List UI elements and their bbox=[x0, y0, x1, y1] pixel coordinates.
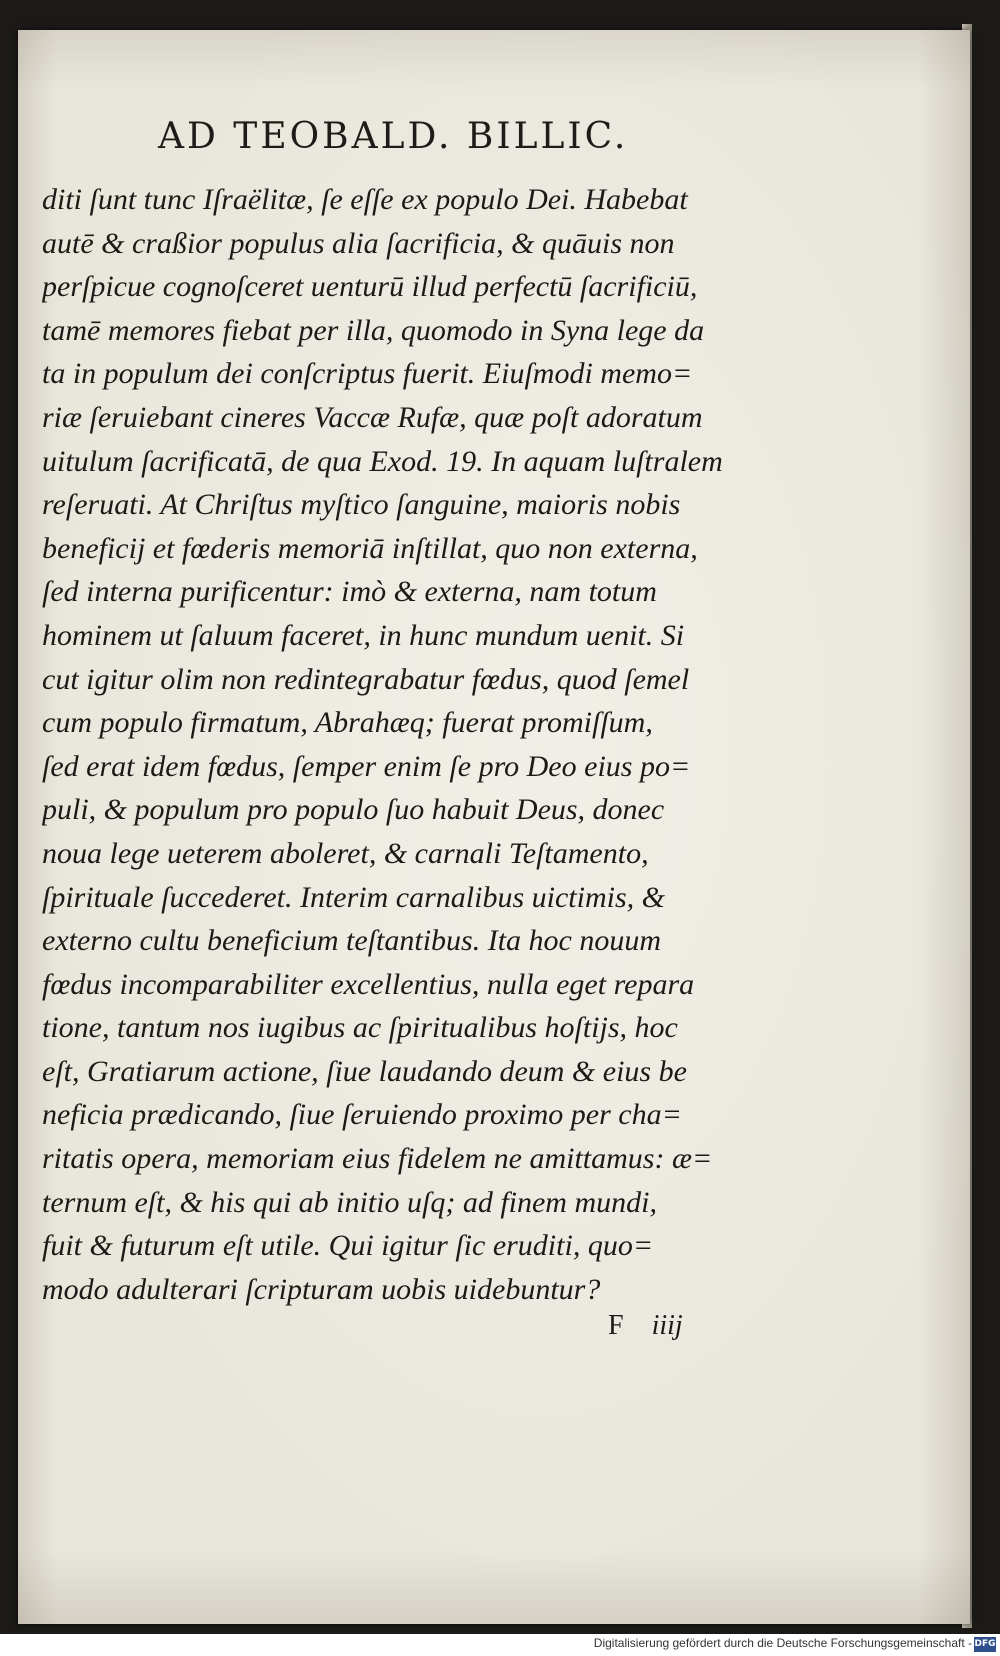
text-line: autē & craßior populus alia ſacrificia, & quāuis non bbox=[42, 226, 675, 260]
text-line: cum populo firmatum, Abrahæq; fuerat promiſſum, bbox=[42, 706, 653, 740]
text-line: beneficij et fœderis memoriā inſtillat, quo non externa, bbox=[42, 531, 698, 565]
text-line: ſpirituale ſuccederet. Interim carnalibus uictimis, & bbox=[42, 880, 665, 914]
text-line: hominem ut ſaluum faceret, in hunc mundum uenit. Si bbox=[42, 618, 685, 652]
text-line: ta in populum dei conſcriptus fuerit. Eiuſmodi memo= bbox=[42, 357, 693, 391]
signature-letter: F bbox=[608, 1310, 624, 1341]
text-line: externo cultu beneficium teſtantibus. Ita hoc nouum bbox=[42, 924, 662, 958]
funding-credit: Digitalisierung gefördert durch die Deutsche Forschungsgemeinschaft - bbox=[593, 1636, 972, 1650]
signature-mark bbox=[608, 1310, 683, 1342]
text-line: eſt, Gratiarum actione, ſiue laudando deum & eius be bbox=[42, 1054, 687, 1088]
dfg-logo-icon: DFG bbox=[974, 1637, 996, 1652]
text-line: diti ſunt tunc Iſraëlitæ, ſe eſſe ex populo Dei. Habebat bbox=[42, 183, 688, 216]
text-line: uitulum ſacrificatā, de qua Exod. 19. In aquam luſtralem bbox=[42, 444, 723, 478]
text-line: fuit & futurum eſt utile. Qui igitur ſic eruditi, quo= bbox=[42, 1229, 654, 1263]
text-line: noua lege ueterem aboleret, & carnali Teſtamento, bbox=[42, 836, 649, 870]
text-line: ſed interna purificentur: imò & externa, nam totum bbox=[42, 575, 657, 609]
text-line: ſed erat idem fœdus, ſemper enim ſe pro Deo eius po= bbox=[42, 749, 691, 783]
running-head: AD TEOBALD. BILLIC. bbox=[158, 116, 629, 157]
text-line: ternum eſt, & his qui ab initio uſq; ad finem mundi, bbox=[42, 1185, 657, 1219]
text-line: tamē memores fiebat per illa, quomodo in Syna lege da bbox=[42, 313, 705, 347]
text-line: fœdus incomparabiliter excellentius, nulla eget repara bbox=[42, 967, 695, 1001]
text-line: reſeruati. At Chriſtus myſtico ſanguine, maioris nobis bbox=[42, 488, 681, 522]
text-line: neficia prædicando, ſiue ſeruiendo proximo per cha= bbox=[42, 1098, 682, 1132]
text-line: cut igitur olim non redintegrabatur fœdus, quod ſemel bbox=[42, 662, 690, 696]
digitization-footer bbox=[0, 1634, 1000, 1656]
page-body-text bbox=[42, 178, 742, 1311]
text-line: modo adulterari ſcripturam uobis uidebuntur? bbox=[42, 1272, 601, 1306]
text-line: tione, tantum nos iugibus ac ſpiritualibus hoſtijs, hoc bbox=[42, 1011, 678, 1045]
text-line: riæ ſeruiebant cineres Vaccæ Rufæ, quæ poſt adoratum bbox=[42, 400, 703, 434]
text-line: puli, & populum pro populo ſuo habuit Deus, donec bbox=[42, 793, 665, 827]
text-line: ritatis opera, memoriam eius fidelem ne amittamus: æ= bbox=[42, 1142, 713, 1176]
text-line: perſpicue cognoſceret uenturū illud perfectū ſacrificiū, bbox=[42, 270, 698, 304]
signature-number: iiij bbox=[651, 1310, 683, 1341]
